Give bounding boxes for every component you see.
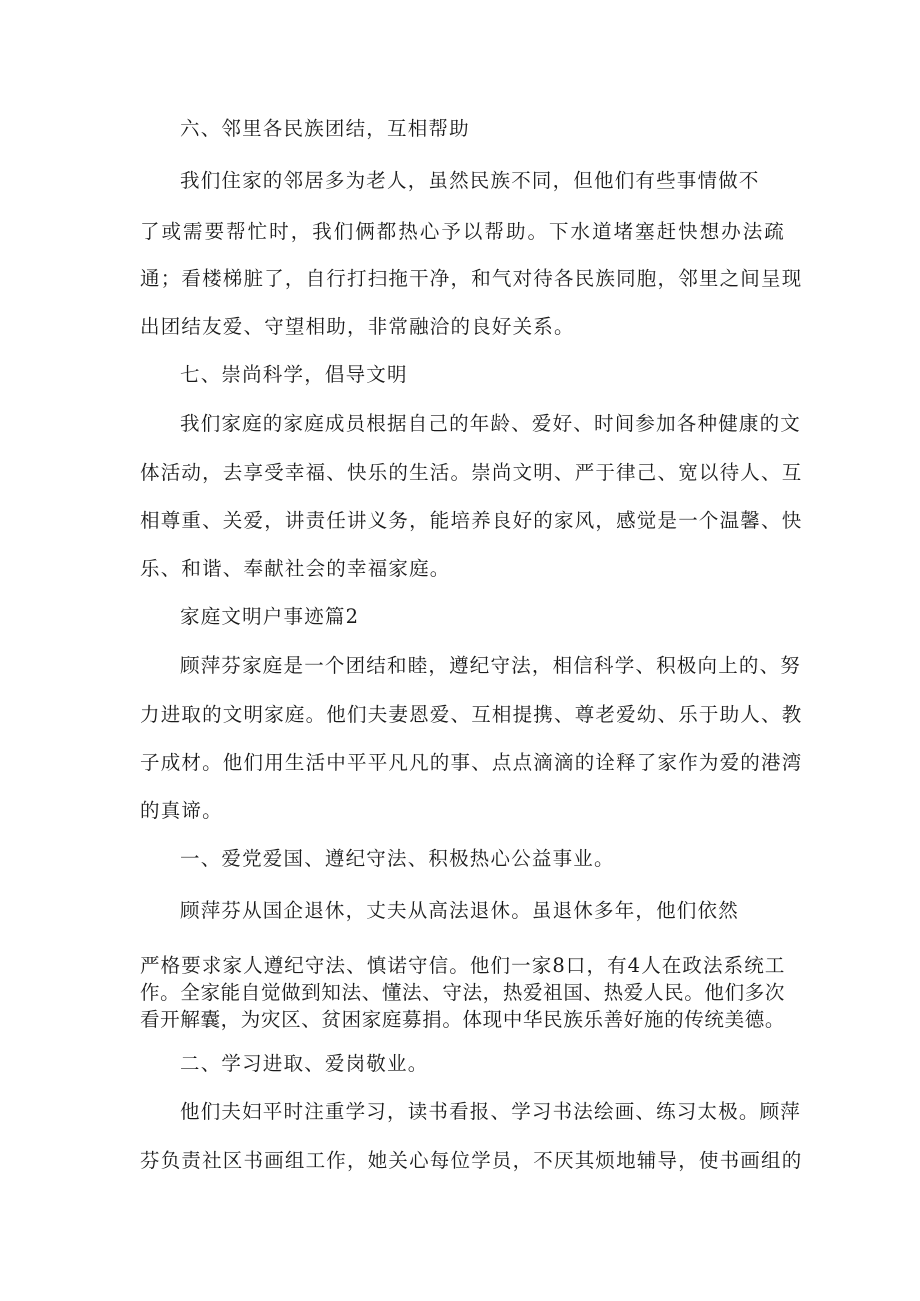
section-heading-1: 一、爱党爱国、遵纪守法、积极热心公益事业。 [180,847,615,870]
paragraph-line: 相尊重、关爱，讲责任讲义务，能培养良好的家风，感觉是一个温馨、快 [140,509,803,532]
section-heading-6: 六、邻里各民族团结，互相帮助 [180,117,470,140]
paragraph-line: 出团结友爱、守望相助，非常融洽的良好关系。 [140,315,575,338]
paragraph-line: 了或需要帮忙时，我们俩都热心予以帮助。下水道堵塞赶快想办法疏 [140,220,785,243]
section-heading-7: 七、崇尚科学，倡导文明 [180,363,408,386]
paragraph-line: 子成材。他们用生活中平平凡凡的事、点点滴滴的诠释了家作为爱的港湾 [140,751,803,774]
paragraph-line: 他们夫妇平时注重学习，读书看报、学习书法绘画、练习太极。顾萍 [180,1100,802,1123]
section-heading-2: 二、学习进取、爱岗敬业。 [180,1052,429,1075]
article-title: 家庭文明户事迹篇2 [180,605,360,628]
paragraph-line: 我们家庭的家庭成员根据自己的年龄、爱好、时间参加各种健康的文 [180,412,802,435]
paragraph-line: 顾萍芬从国企退休，丈夫从高法退休。虽退休多年，他们依然 [180,899,739,922]
paragraph-line: 看开解囊，为灾区、贫困家庭募捐。体现中华民族乐善好施的传统美德。 [140,1008,785,1031]
paragraph-line: 的真谛。 [140,799,223,822]
paragraph-line: 我们住家的邻居多为老人，虽然民族不同，但他们有些事情做不 [180,169,760,192]
paragraph-line: 通；看楼梯脏了，自行打扫拖干净，和气对待各民族同胞，邻里之间呈现 [140,267,803,290]
paragraph-line: 芬负责社区书画组工作，她关心每位学员，不厌其烦地辅导，使书画组的 [140,1149,803,1172]
paragraph-line: 体活动，去享受幸福、快乐的生活。崇尚文明、严于律己、宽以待人、互 [140,461,803,484]
paragraph-line: 严格要求家人遵纪守法、慎诺守信。他们一家8口，有4人在政法系统工 [140,954,785,977]
paragraph-line: 顾萍芬家庭是一个团结和睦，遵纪守法，相信科学、积极向上的、努 [180,654,802,677]
paragraph-line: 力进取的文明家庭。他们夫妻恩爱、互相提携、尊老爱幼、乐于助人、教 [140,703,803,726]
paragraph-line: 作。全家能自觉做到知法、懂法、守法，热爱祖国、热爱人民。他们多次 [140,981,785,1004]
paragraph-line: 乐、和谐、奉献社会的幸福家庭。 [140,557,451,580]
